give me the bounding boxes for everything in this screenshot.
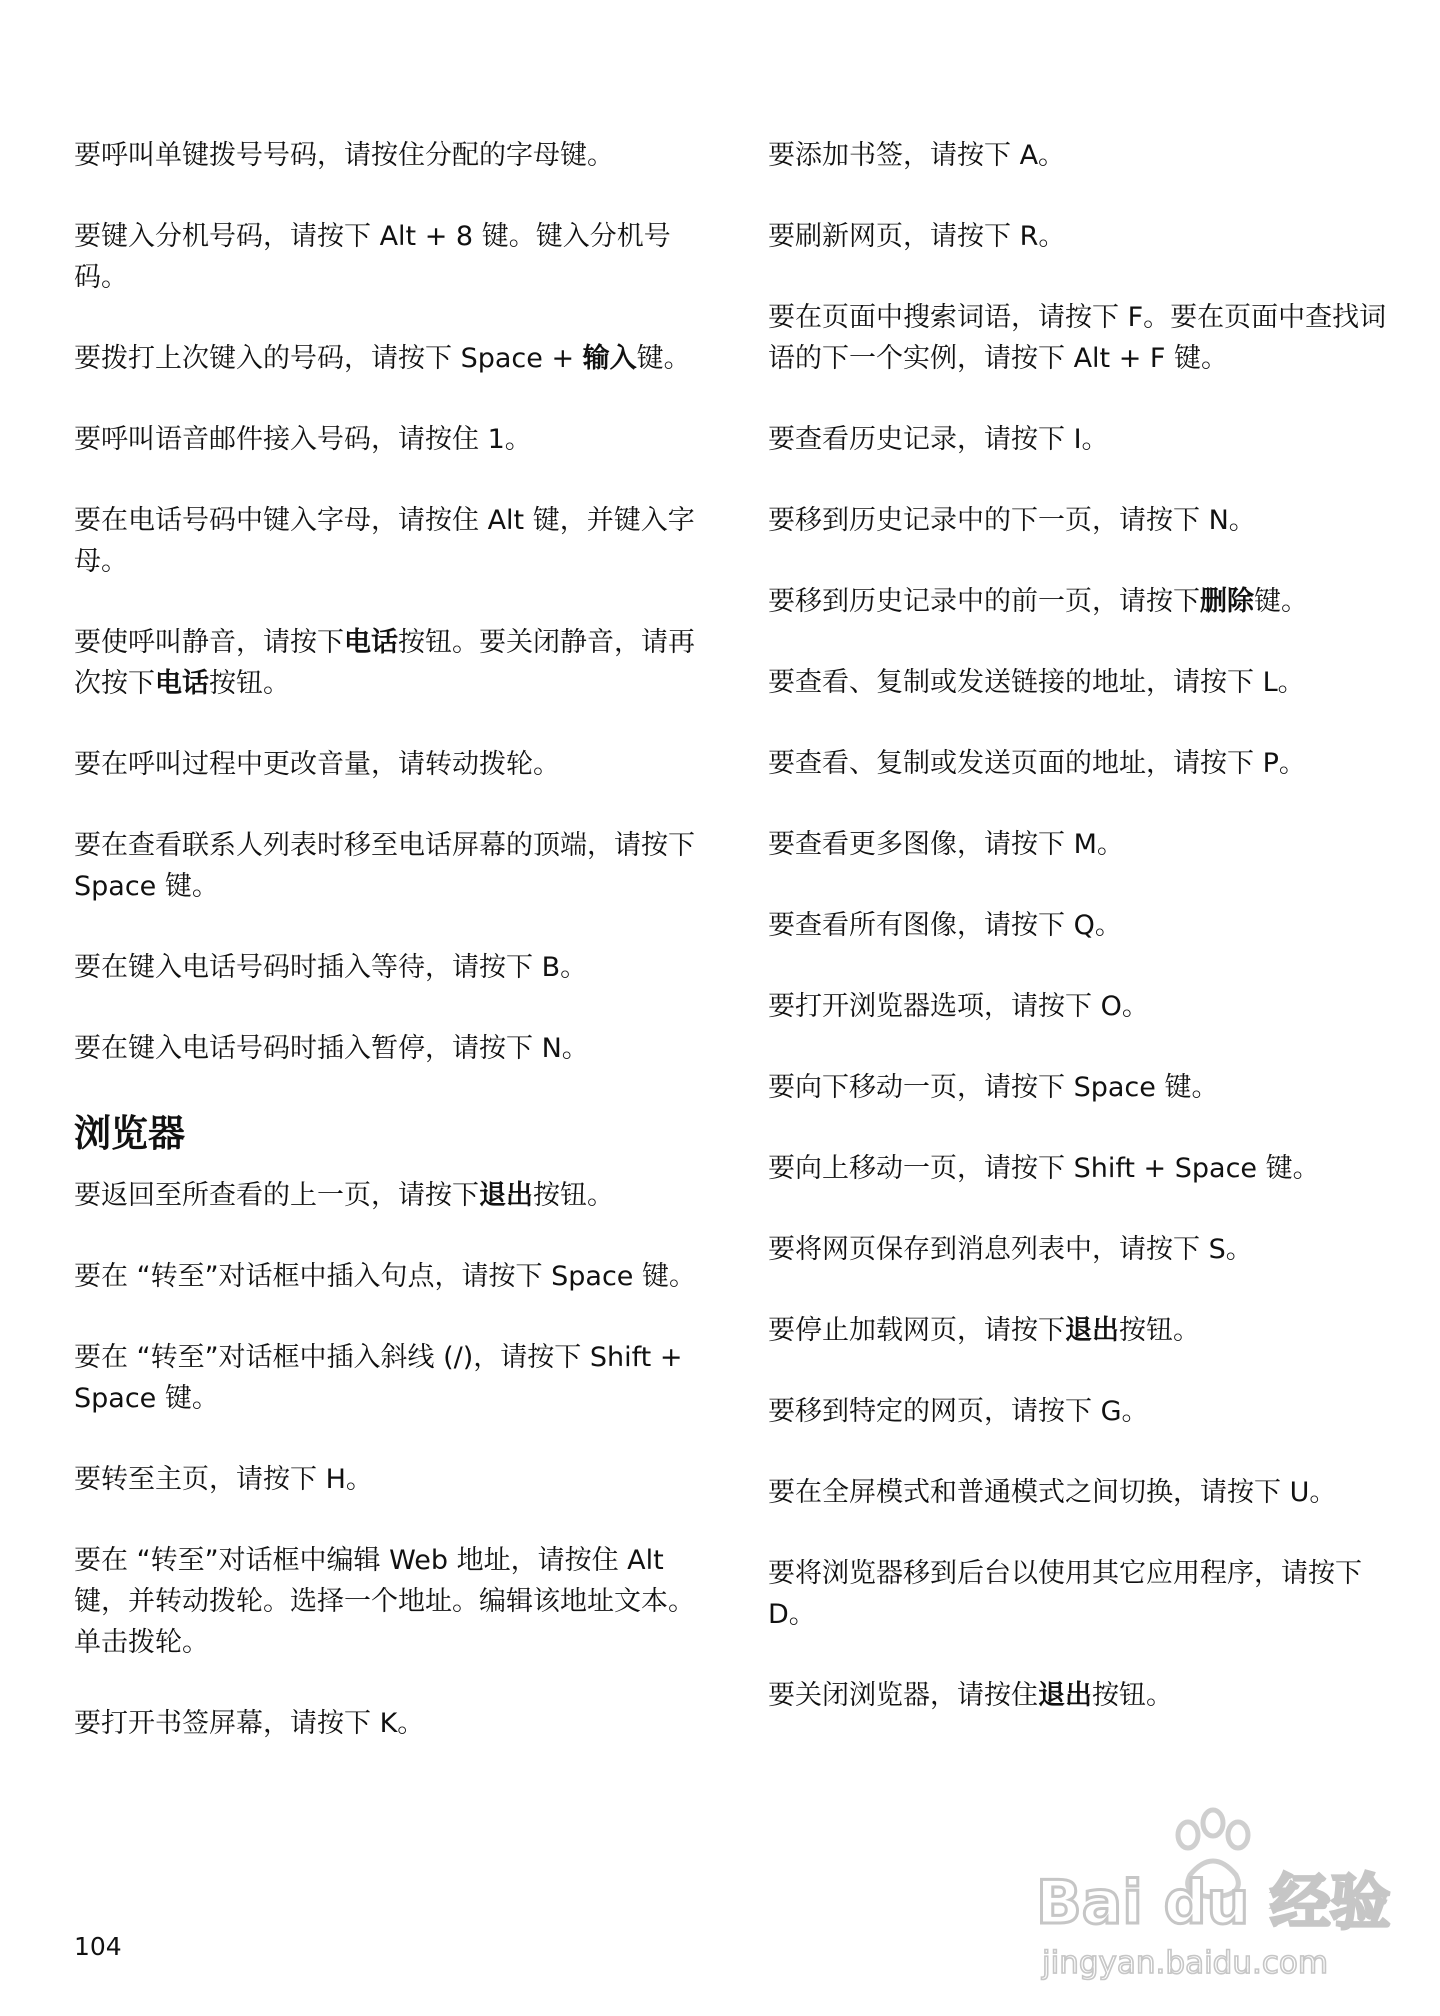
section-heading-browser: 浏览器 <box>74 1112 185 1155</box>
instruction-paragraph <box>74 216 704 298</box>
instruction-text: 按钮。 <box>1119 1315 1200 1346</box>
key-label-bold: 退出 <box>1065 1315 1119 1346</box>
instruction-text: 要在 “转至”对话框中插入斜线 (/)，请按下 Shift + Space 键。 <box>74 1342 683 1414</box>
instruction-text: 按钮。 <box>533 1180 614 1211</box>
key-label-bold: 退出 <box>479 1180 533 1211</box>
instruction-paragraph <box>74 825 704 907</box>
left-paragraph-list <box>74 135 704 1069</box>
instruction-paragraph <box>768 905 1398 946</box>
instruction-text: 要查看所有图像，请按下 Q。 <box>768 910 1122 941</box>
instruction-text: 要添加书签，请按下 A。 <box>768 140 1066 171</box>
right-column <box>768 135 1398 1756</box>
instruction-paragraph <box>74 1703 704 1744</box>
key-label-bold: 电话 <box>344 627 398 658</box>
instruction-paragraph <box>74 622 704 704</box>
key-label-bold: 删除 <box>1200 586 1254 617</box>
instruction-paragraph <box>768 297 1398 379</box>
instruction-text: 要在呼叫过程中更改音量，请转动拨轮。 <box>74 749 560 780</box>
instruction-text: 要移到历史记录中的前一页，请按下 <box>768 586 1200 617</box>
instruction-paragraph <box>768 1229 1398 1270</box>
instruction-paragraph <box>768 824 1398 865</box>
instruction-text: 按钮。 <box>1092 1680 1173 1711</box>
instruction-paragraph <box>74 1028 704 1069</box>
instruction-text: 按钮。 <box>209 668 290 699</box>
instruction-text: 要查看更多图像，请按下 M。 <box>768 829 1124 860</box>
instruction-paragraph <box>74 135 704 176</box>
instruction-text: 要移到特定的网页，请按下 G。 <box>768 1396 1149 1427</box>
right-paragraph-list <box>768 135 1398 1716</box>
instruction-paragraph <box>768 581 1398 622</box>
instruction-text: 要在电话号码中键入字母，请按住 Alt 键，并键入字母。 <box>74 505 695 577</box>
instruction-paragraph <box>768 1067 1398 1108</box>
instruction-text: 要将浏览器移到后台以使用其它应用程序，请按下 D。 <box>768 1558 1362 1630</box>
instruction-paragraph <box>768 662 1398 703</box>
key-label-bold: 输入 <box>582 343 637 374</box>
instruction-paragraph <box>768 1553 1398 1635</box>
instruction-paragraph <box>768 1148 1398 1189</box>
instruction-text: 要在键入电话号码时插入暂停，请按下 N。 <box>74 1033 589 1064</box>
browser-paragraph-list <box>74 1175 704 1744</box>
instruction-text: 要在 “转至”对话框中插入句点，请按下 Space 键。 <box>74 1261 697 1292</box>
instruction-text: 要键入分机号码，请按下 Alt + 8 键。键入分机号码。 <box>74 221 671 293</box>
instruction-paragraph <box>768 986 1398 1027</box>
page-number: 104 <box>74 1932 122 1961</box>
instruction-text: 键。 <box>636 343 691 374</box>
baidu-jingyan-watermark <box>1030 1795 1410 1985</box>
instruction-text: 要打开书签屏幕，请按下 K。 <box>74 1708 425 1739</box>
instruction-paragraph <box>74 744 704 785</box>
instruction-text: 要使呼叫静音，请按下 <box>74 627 344 658</box>
instruction-text: 要打开浏览器选项，请按下 O。 <box>768 991 1149 1022</box>
instruction-text: 要关闭浏览器，请按住 <box>768 1680 1038 1711</box>
instruction-text: 要查看历史记录，请按下 I。 <box>768 424 1109 455</box>
instruction-text: 要在查看联系人列表时移至电话屏幕的顶端，请按下 Space 键。 <box>74 830 695 902</box>
key-label-bold: 退出 <box>1038 1680 1092 1711</box>
instruction-paragraph <box>768 1310 1398 1351</box>
instruction-text: 要刷新网页，请按下 R。 <box>768 221 1066 252</box>
instruction-paragraph <box>74 419 704 460</box>
instruction-paragraph <box>768 135 1398 176</box>
instruction-paragraph <box>768 216 1398 257</box>
instruction-paragraph <box>74 338 704 379</box>
instruction-text: 要查看、复制或发送页面的地址，请按下 P。 <box>768 748 1306 779</box>
instruction-text: 要移到历史记录中的下一页，请按下 N。 <box>768 505 1256 536</box>
instruction-paragraph <box>74 1175 704 1216</box>
instruction-paragraph <box>768 1391 1398 1432</box>
left-column <box>74 135 704 1784</box>
instruction-paragraph <box>768 1472 1398 1513</box>
instruction-text: 键。 <box>1254 586 1308 617</box>
instruction-paragraph <box>74 1540 704 1663</box>
instruction-text: 要转至主页，请按下 H。 <box>74 1464 373 1495</box>
instruction-text: 要在 “转至”对话框中编辑 Web 地址，请按住 Alt 键，并转动拨轮。选择一个地址。编辑该地址文本。单击拨轮。 <box>74 1545 695 1658</box>
instruction-text: 要在页面中搜索词语，请按下 F。要在页面中查找词语的下一个实例，请按下 Alt + F 键。 <box>768 302 1387 374</box>
instruction-paragraph <box>74 1256 704 1297</box>
instruction-text: 要呼叫语音邮件接入号码，请按住 1。 <box>74 424 532 455</box>
instruction-paragraph <box>768 1675 1398 1716</box>
instruction-paragraph <box>74 500 704 582</box>
watermark-url: jingyan.baidu.com <box>1042 1945 1329 1981</box>
instruction-text: 要在全屏模式和普通模式之间切换，请按下 U。 <box>768 1477 1337 1508</box>
instruction-paragraph <box>74 1337 704 1419</box>
instruction-text: 要呼叫单键拨号号码，请按住分配的字母键。 <box>74 140 614 171</box>
instruction-text: 要向上移动一页，请按下 Shift + Space 键。 <box>768 1153 1320 1184</box>
instruction-text: 要查看、复制或发送链接的地址，请按下 L。 <box>768 667 1305 698</box>
instruction-text: 要返回至所查看的上一页，请按下 <box>74 1180 479 1211</box>
instruction-text: 按钮。要关闭静音，请再次按下 <box>74 627 695 699</box>
instruction-text: 要停止加载网页，请按下 <box>768 1315 1065 1346</box>
instruction-text: 要向下移动一页，请按下 Space 键。 <box>768 1072 1219 1103</box>
instruction-paragraph <box>74 1459 704 1500</box>
instruction-text: 要将网页保存到消息列表中，请按下 S。 <box>768 1234 1253 1265</box>
instruction-text: 要拨打上次键入的号码，请按下 Space + <box>74 343 583 374</box>
key-label-bold: 电话 <box>155 668 209 699</box>
watermark-brand: Bai du 经验 <box>1036 1868 1391 1938</box>
instruction-paragraph <box>768 743 1398 784</box>
instruction-paragraph <box>768 419 1398 460</box>
instruction-text: 要在键入电话号码时插入等待，请按下 B。 <box>74 952 588 983</box>
instruction-paragraph <box>74 947 704 988</box>
instruction-paragraph <box>768 500 1398 541</box>
